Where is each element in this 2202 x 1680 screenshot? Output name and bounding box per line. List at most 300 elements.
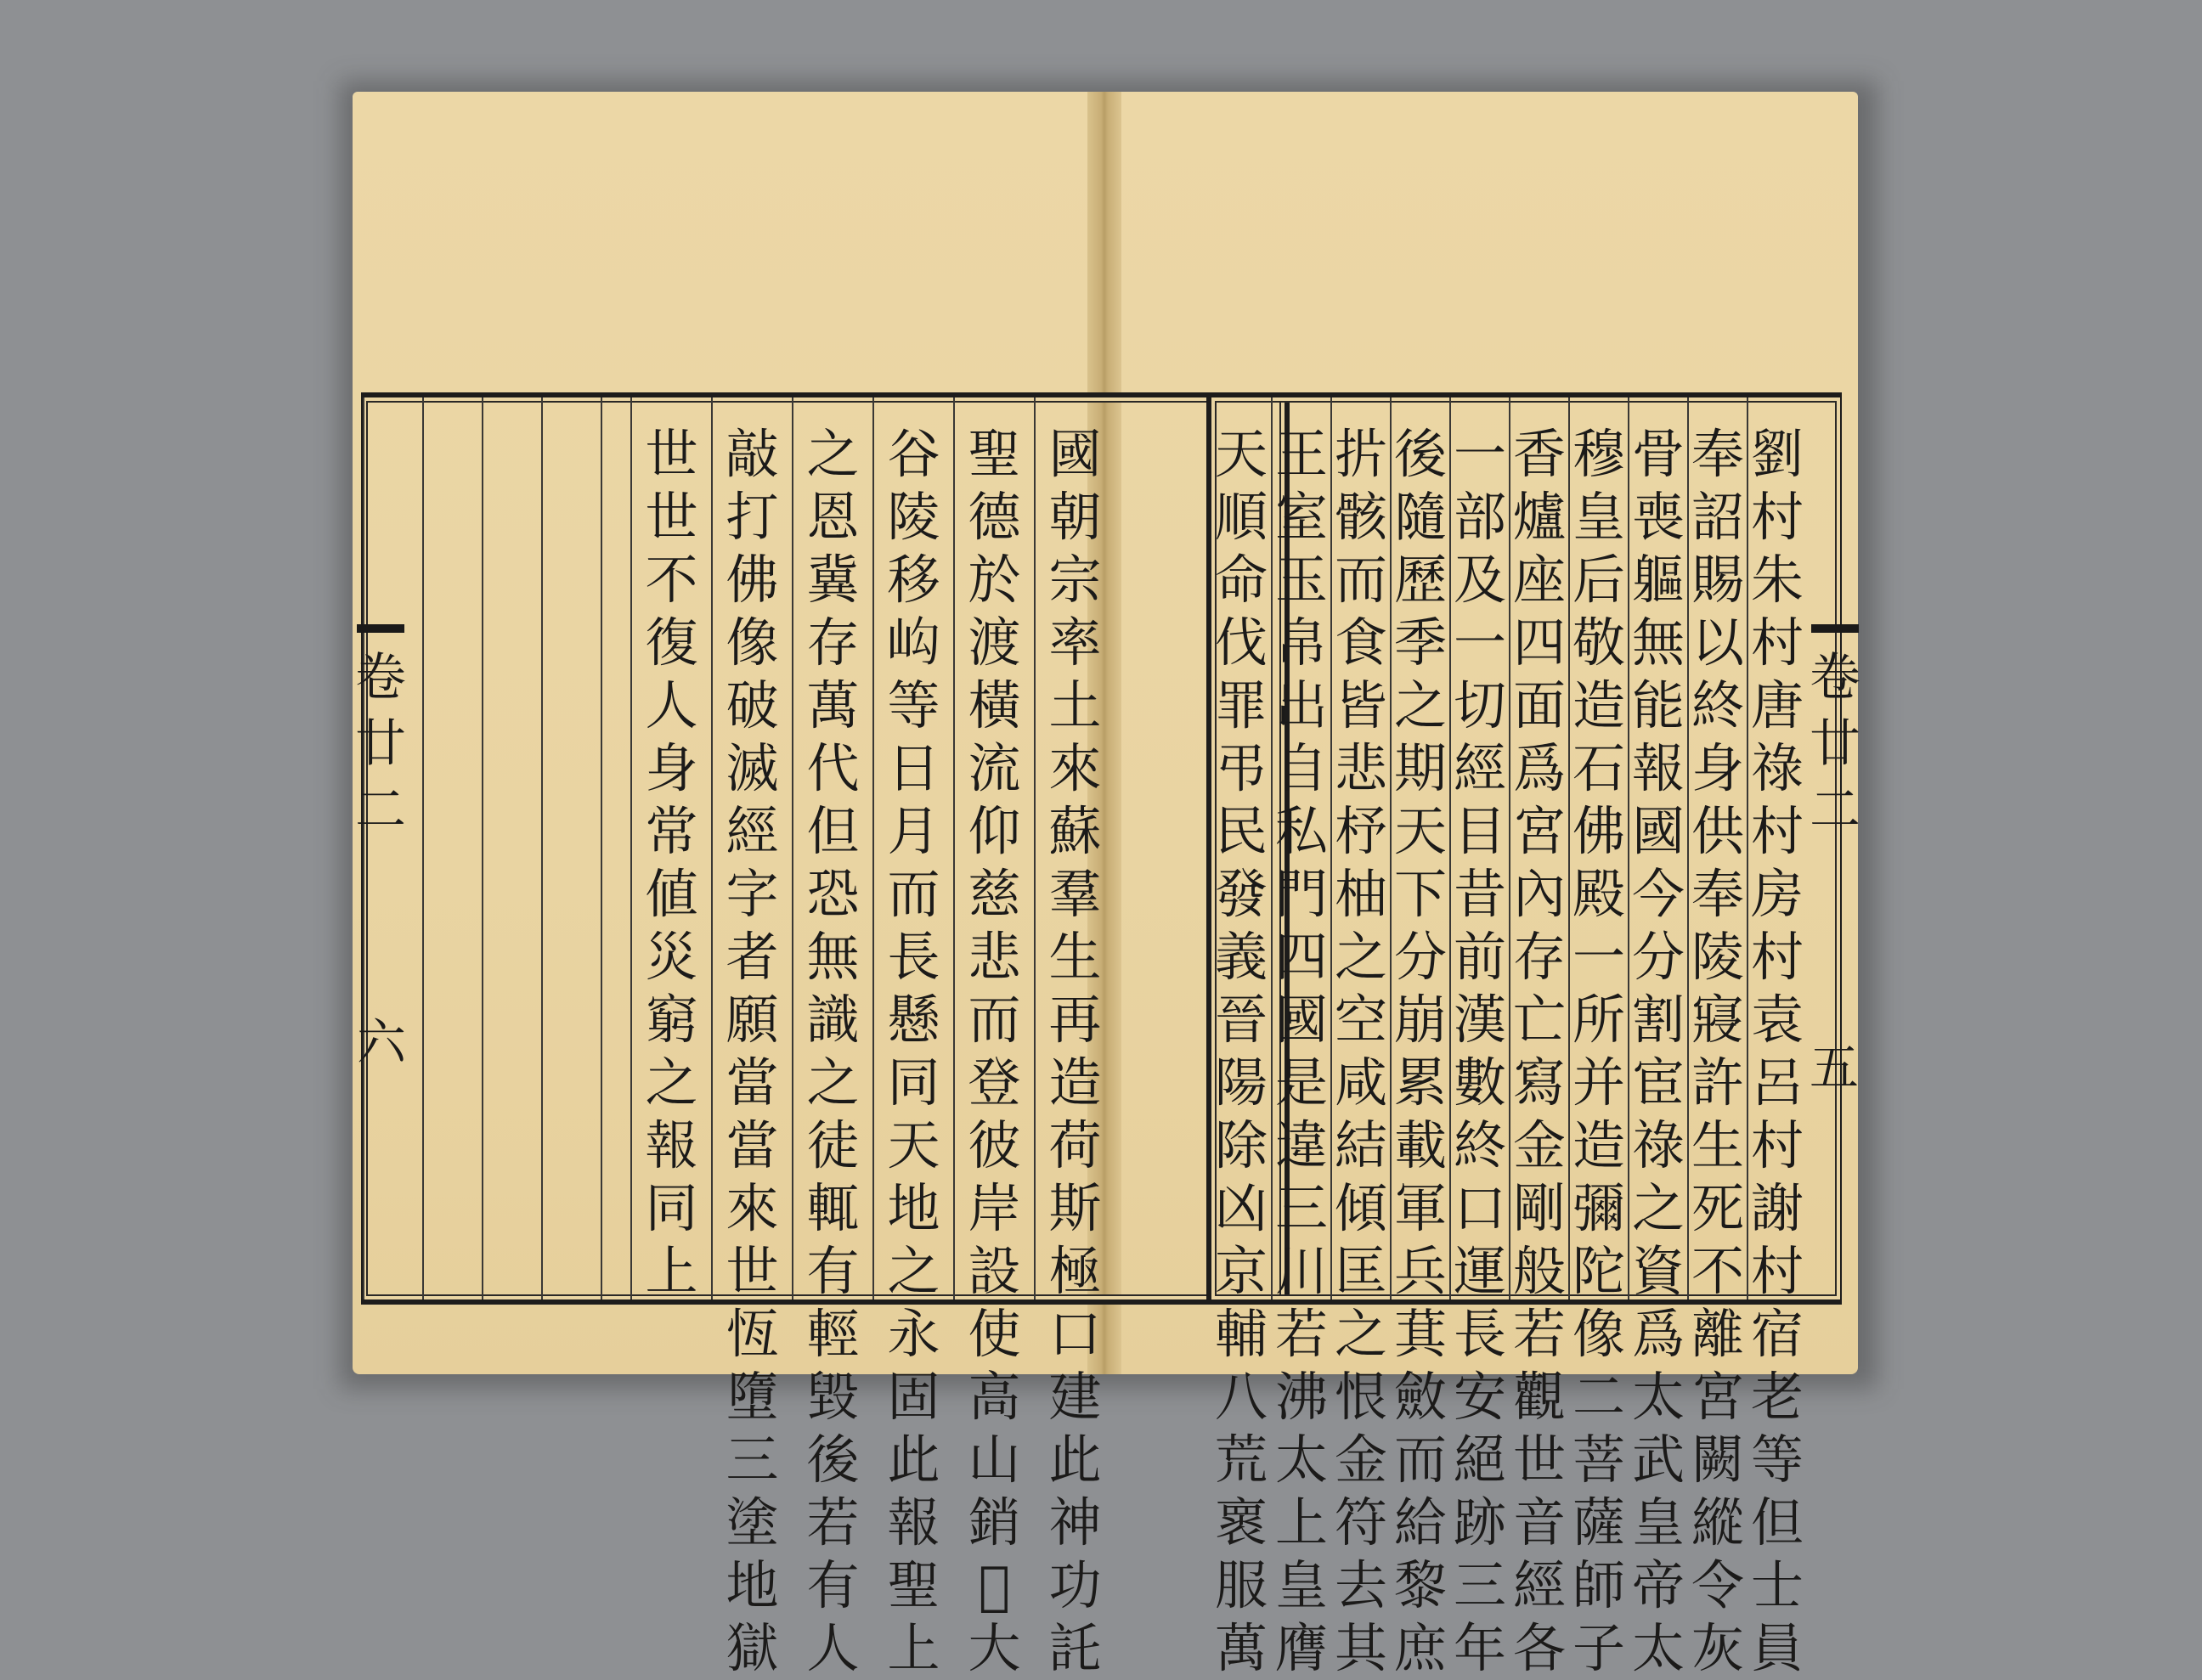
glyph: 下 (1393, 863, 1447, 925)
glyph: 室 (1274, 486, 1328, 548)
glyph: 無 (1631, 612, 1685, 674)
glyph: 建 (1048, 1366, 1102, 1428)
glyph: 來 (726, 1177, 779, 1239)
glyph: 分 (1393, 926, 1447, 988)
glyph: 窮 (645, 989, 698, 1051)
glyph: 石 (1572, 737, 1625, 799)
glyph: 許 (1691, 1051, 1744, 1113)
glyph: 房 (1750, 863, 1804, 925)
glyph: 登 (968, 1051, 1021, 1113)
glyph: 傾 (1334, 1177, 1387, 1239)
glyph: 神 (1048, 1491, 1102, 1553)
glyph: 身 (645, 737, 698, 799)
glyph: 晉 (1214, 989, 1268, 1051)
glyph: 剛 (1512, 1177, 1566, 1239)
glyph: 祿 (1631, 1114, 1685, 1176)
glyph: 宮 (1691, 1366, 1744, 1428)
glyph: 同 (645, 1177, 698, 1239)
text-column (1271, 397, 1330, 1679)
glyph: 山 (968, 1429, 1021, 1491)
glyph: 恆 (726, 1303, 779, 1365)
glyph: 敲 (726, 423, 779, 485)
glyph: 香 (1512, 423, 1566, 485)
glyph: 命 (1214, 549, 1268, 611)
glyph: 今 (1631, 863, 1685, 925)
glyph: 自 (1274, 737, 1328, 799)
text-column (1449, 397, 1509, 1679)
glyph: 功 (1048, 1554, 1102, 1616)
glyph: 服 (1214, 1554, 1268, 1616)
glyph: 世 (726, 1240, 779, 1302)
glyph: 廿 (355, 714, 406, 774)
glyph: 經 (1512, 1554, 1566, 1616)
glyph: 之 (806, 1051, 860, 1113)
glyph: 袁 (1750, 989, 1804, 1051)
glyph: 出 (1274, 674, 1328, 736)
glyph: 佛 (1572, 800, 1625, 862)
glyph: 像 (1572, 1303, 1625, 1365)
glyph: 獄 (726, 1617, 779, 1679)
glyph: 打 (726, 486, 779, 548)
glyph: 伐 (1214, 612, 1268, 674)
glyph: 皇 (1274, 1554, 1328, 1616)
glyph: 使 (968, 1303, 1021, 1365)
glyph: 仰 (968, 800, 1021, 862)
glyph: 而 (887, 863, 940, 925)
glyph: 荒 (1214, 1429, 1268, 1491)
glyph: 同 (887, 1051, 940, 1113)
glyph: 音 (1512, 1491, 1566, 1553)
glyph: 賜 (1691, 549, 1744, 611)
glyph: 村 (1750, 486, 1804, 548)
glyph: 師 (1572, 1554, 1625, 1616)
glyph: 卷 (1810, 648, 1860, 708)
glyph: 金 (1512, 1114, 1566, 1176)
glyph: 大 (968, 1617, 1021, 1679)
glyph: 目 (1453, 800, 1506, 862)
glyph: 萬 (1214, 1617, 1268, 1679)
left-text-frame (361, 392, 1290, 1679)
glyph: 武 (1631, 1429, 1685, 1491)
glyph: 恨 (1334, 1366, 1387, 1428)
glyph: 終 (1453, 1114, 1506, 1176)
glyph: 太 (1274, 1429, 1328, 1491)
glyph: 能 (1631, 674, 1685, 736)
glyph: 荷 (1048, 1114, 1102, 1176)
glyph: 若 (1512, 1303, 1566, 1365)
glyph: 二 (1572, 1366, 1625, 1428)
glyph: 爲 (1512, 737, 1566, 799)
glyph: 地 (726, 1554, 779, 1616)
glyph: 符 (1334, 1491, 1387, 1553)
glyph: 悲 (1334, 737, 1387, 799)
glyph: 卷 (355, 648, 406, 708)
glyph: 後 (806, 1429, 860, 1491)
glyph: 穆 (1572, 423, 1625, 485)
left-page-number: 六 (357, 1013, 407, 1071)
glyph: 陵 (1691, 926, 1744, 988)
glyph: 識 (806, 989, 860, 1051)
glyph: 座 (1512, 549, 1566, 611)
glyph: 割 (1631, 989, 1685, 1051)
blank-column (601, 397, 602, 1299)
glyph: 黎 (1393, 1554, 1447, 1616)
glyph: 口 (1048, 1303, 1102, 1365)
glyph: 除 (1214, 1114, 1268, 1176)
glyph: 恐 (806, 863, 860, 925)
glyph: 陵 (887, 486, 940, 548)
glyph: 跡 (1453, 1491, 1506, 1553)
glyph: 殿 (1572, 863, 1625, 925)
glyph: 託 (1048, 1617, 1102, 1679)
fishtail-bar (357, 624, 404, 633)
glyph: 渡 (968, 612, 1021, 674)
glyph: 報 (887, 1491, 940, 1553)
glyph: 地 (887, 1177, 940, 1239)
glyph: 墮 (726, 1366, 779, 1428)
glyph: 有 (806, 1240, 860, 1302)
glyph: 經 (1453, 737, 1506, 799)
glyph: 字 (726, 863, 779, 925)
glyph: 離 (1691, 1303, 1744, 1365)
text-column (1747, 397, 1806, 1679)
glyph: 各 (1512, 1617, 1566, 1679)
glyph: 年 (1453, 1617, 1506, 1679)
glyph: 呂 (1750, 1051, 1804, 1113)
glyph: 亡 (1512, 989, 1566, 1051)
glyph: 劉 (1750, 423, 1804, 485)
glyph: 岸 (968, 1177, 1021, 1239)
glyph: 皇 (1631, 1491, 1685, 1553)
glyph: 數 (1453, 1051, 1506, 1113)
glyph: 等 (887, 674, 940, 736)
glyph: 軍 (1393, 1177, 1447, 1239)
glyph: 死 (1691, 1177, 1744, 1239)
glyph: 一 (1453, 612, 1506, 674)
right-fishtail (1810, 624, 1860, 981)
glyph: 高 (968, 1366, 1021, 1428)
glyph: 爐 (1512, 486, 1566, 548)
glyph: 世 (645, 423, 698, 485)
glyph: 員 (1750, 1617, 1804, 1679)
glyph: 而 (1334, 549, 1387, 611)
text-column (792, 397, 872, 1679)
glyph: 不 (1691, 1240, 1744, 1302)
left-fishtail (355, 624, 406, 981)
glyph: 帝 (1631, 1554, 1685, 1616)
right-page-number: 五 (1810, 1039, 1860, 1097)
glyph: 毀 (806, 1366, 860, 1428)
text-column (711, 397, 792, 1679)
glyph: 長 (887, 926, 940, 988)
glyph: 士 (1750, 1554, 1804, 1616)
glyph: 陀 (1572, 1240, 1625, 1302)
text-column (1211, 397, 1271, 1679)
glyph: 村 (1750, 800, 1804, 862)
glyph: 等 (1750, 1429, 1804, 1491)
glyph: 之 (1393, 674, 1447, 736)
glyph: 義 (1214, 926, 1268, 988)
fishtail-bar (1811, 624, 1859, 633)
glyph: 杼 (1334, 800, 1387, 862)
glyph: 而 (1393, 1429, 1447, 1491)
glyph: 骨 (1631, 423, 1685, 485)
glyph: 村 (1750, 1114, 1804, 1176)
glyph: 輕 (806, 1303, 860, 1365)
glyph: 橫 (968, 674, 1021, 736)
glyph: 天 (887, 1114, 940, 1176)
glyph: 扸 (1334, 423, 1387, 485)
glyph: 漢 (1453, 989, 1506, 1051)
glyph: 常 (645, 800, 698, 862)
glyph: 詔 (1691, 486, 1744, 548)
glyph: 此 (1048, 1429, 1102, 1491)
glyph: 國 (1631, 800, 1685, 862)
glyph: 若 (806, 1491, 860, 1553)
glyph: 觀 (1512, 1366, 1566, 1428)
glyph: 所 (1572, 989, 1625, 1051)
glyph: 四 (1512, 612, 1566, 674)
glyph: 滅 (726, 737, 779, 799)
glyph: 永 (887, 1303, 940, 1365)
glyph: 月 (887, 800, 940, 862)
glyph: 三 (726, 1429, 779, 1491)
glyph: 奉 (1691, 863, 1744, 925)
glyph: 謝 (1750, 1177, 1804, 1239)
glyph: 聖 (968, 423, 1021, 485)
glyph: 宗 (1048, 549, 1102, 611)
glyph: 歷 (1393, 549, 1447, 611)
glyph: 之 (645, 1051, 698, 1113)
glyph: 運 (1453, 1240, 1506, 1302)
glyph: 令 (1691, 1554, 1744, 1616)
glyph: 四 (1274, 926, 1328, 988)
glyph: 寫 (1512, 1051, 1566, 1113)
blank-column (482, 397, 483, 1299)
text-column (1330, 397, 1390, 1679)
glyph: 生 (1048, 926, 1102, 988)
glyph: 切 (1453, 674, 1506, 736)
glyph: 庶 (1393, 1617, 1447, 1679)
glyph: 徒 (806, 1114, 860, 1176)
glyph: 上 (887, 1617, 940, 1679)
glyph: 供 (1691, 800, 1744, 862)
glyph: 國 (1274, 989, 1328, 1051)
glyph: 違 (1274, 1114, 1328, 1176)
glyph: 萬 (806, 674, 860, 736)
text-column (1687, 397, 1747, 1679)
text-column (1390, 397, 1449, 1679)
glyph: 上 (645, 1240, 698, 1302)
glyph: 但 (1750, 1491, 1804, 1553)
glyph: 王 (1274, 423, 1328, 485)
glyph: 之 (806, 423, 860, 485)
glyph: 二 (355, 781, 406, 840)
glyph: 宮 (1512, 800, 1566, 862)
glyph: 此 (887, 1429, 940, 1491)
glyph: 口 (1453, 1177, 1506, 1239)
glyph: 國 (1048, 423, 1102, 485)
glyph: 季 (1393, 612, 1447, 674)
glyph: 懸 (887, 989, 940, 1051)
glyph: 斯 (1048, 1177, 1102, 1239)
glyph: 祿 (1750, 737, 1804, 799)
glyph: 設 (968, 1240, 1021, 1302)
glyph: 慈 (968, 863, 1021, 925)
glyph: 之 (1334, 1303, 1387, 1365)
glyph: 若 (1274, 1303, 1328, 1365)
glyph: 災 (645, 926, 698, 988)
glyph: 面 (1512, 674, 1566, 736)
glyph: 并 (1572, 1051, 1625, 1113)
glyph: 世 (1512, 1429, 1566, 1491)
glyph: 終 (1691, 674, 1744, 736)
glyph: 般 (1512, 1240, 1566, 1302)
glyph: 是 (1274, 1051, 1328, 1113)
glyph: 凶 (1214, 1177, 1268, 1239)
glyph: 沸 (1274, 1366, 1328, 1428)
glyph: 村 (1750, 1240, 1804, 1302)
glyph: 空 (1334, 989, 1387, 1051)
fishtail-label (355, 645, 406, 843)
glyph: 一 (1453, 423, 1506, 485)
glyph: 資 (1631, 1240, 1685, 1302)
glyph: 川 (1274, 1240, 1328, 1302)
glyph: 帛 (1274, 612, 1328, 674)
glyph: 門 (1274, 863, 1328, 925)
text-column (872, 397, 953, 1679)
glyph: 流 (968, 737, 1021, 799)
glyph: 造 (1048, 1051, 1102, 1113)
text-column (1509, 397, 1568, 1679)
glyph: 以 (1691, 612, 1744, 674)
right-text-frame (1206, 392, 1842, 1679)
glyph: 無 (806, 926, 860, 988)
glyph: 輒 (806, 1177, 860, 1239)
glyph: 而 (968, 989, 1021, 1051)
glyph: 來 (1048, 737, 1102, 799)
glyph: 薩 (1572, 1491, 1625, 1553)
glyph: 罪 (1214, 674, 1268, 736)
glyph: 膺 (1274, 1617, 1328, 1679)
glyph: 不 (645, 549, 698, 611)
glyph: 破 (726, 674, 779, 736)
text-column (630, 397, 711, 1302)
glyph: 値 (645, 863, 698, 925)
glyph: 復 (645, 612, 698, 674)
glyph: 內 (1512, 863, 1566, 925)
glyph: 民 (1214, 800, 1268, 862)
glyph: 蘇 (1048, 800, 1102, 862)
glyph: 後 (1393, 423, 1447, 485)
text-column (1568, 397, 1628, 1679)
glyph: 生 (1691, 1114, 1744, 1176)
glyph: 朝 (1048, 486, 1102, 548)
blank-column (422, 397, 424, 1299)
text-column (953, 397, 1034, 1679)
glyph: 安 (1453, 1366, 1506, 1428)
glyph: 匡 (1334, 1240, 1387, 1302)
glyph: 天 (1214, 423, 1268, 485)
glyph: 銷 (968, 1491, 1021, 1553)
fishtail-label (1810, 645, 1860, 843)
glyph: 人 (645, 674, 698, 736)
glyph: 村 (1750, 612, 1804, 674)
glyph: 闕 (1691, 1429, 1744, 1491)
glyph: 食 (1334, 612, 1387, 674)
glyph: 宦 (1631, 1051, 1685, 1113)
glyph: 順 (1214, 486, 1268, 548)
glyph: 二 (1810, 781, 1860, 840)
glyph: 隨 (1393, 486, 1447, 548)
glyph: 咸 (1334, 1051, 1387, 1113)
glyph: 私 (1274, 800, 1328, 862)
glyph: 報 (1631, 737, 1685, 799)
glyph: 像 (726, 612, 779, 674)
glyph: 及 (1453, 549, 1506, 611)
glyph: 𤓰 (978, 1554, 1011, 1616)
glyph: 骸 (1334, 486, 1387, 548)
glyph: 皆 (1334, 674, 1387, 736)
glyph: 金 (1334, 1429, 1387, 1491)
glyph: 天 (1393, 800, 1447, 862)
glyph: 有 (806, 1554, 860, 1616)
glyph: 分 (1631, 926, 1685, 988)
glyph: 太 (1631, 1617, 1685, 1679)
glyph: 於 (968, 549, 1021, 611)
glyph: 存 (806, 612, 860, 674)
glyph: 身 (1691, 737, 1744, 799)
glyph: 后 (1572, 549, 1625, 611)
glyph: 者 (726, 926, 779, 988)
glyph: 之 (1631, 1177, 1685, 1239)
glyph: 恩 (806, 486, 860, 548)
glyph: 八 (1214, 1366, 1268, 1428)
glyph: 縱 (1691, 1491, 1744, 1553)
glyph: 子 (1572, 1617, 1625, 1679)
glyph: 皇 (1572, 486, 1625, 548)
glyph: 移 (887, 549, 940, 611)
glyph: 老 (1750, 1366, 1804, 1428)
glyph: 羣 (1048, 863, 1102, 925)
glyph: 之 (887, 1240, 940, 1302)
glyph: 柚 (1334, 863, 1387, 925)
glyph: 載 (1393, 1114, 1447, 1176)
glyph: 𡵺 (887, 612, 940, 674)
glyph: 但 (806, 800, 860, 862)
glyph: 奉 (1691, 423, 1744, 485)
glyph: 率 (1048, 612, 1102, 674)
glyph: 經 (726, 800, 779, 862)
glyph: 再 (1048, 989, 1102, 1051)
glyph: 彼 (968, 1114, 1021, 1176)
glyph: 世 (645, 486, 698, 548)
glyph: 萁 (1393, 1303, 1447, 1365)
glyph: 一 (1572, 926, 1625, 988)
glyph: 悲 (968, 926, 1021, 988)
glyph: 部 (1453, 486, 1506, 548)
glyph: 日 (887, 737, 940, 799)
glyph: 當 (726, 1114, 779, 1176)
glyph: 去 (1334, 1554, 1387, 1616)
glyph: 結 (1334, 1114, 1387, 1176)
glyph: 累 (1393, 1051, 1447, 1113)
glyph: 褱 (1214, 1491, 1268, 1553)
glyph: 造 (1572, 1114, 1625, 1176)
glyph: 爲 (1631, 1303, 1685, 1365)
glyph: 三 (1274, 1177, 1328, 1239)
glyph: 固 (887, 1366, 940, 1428)
